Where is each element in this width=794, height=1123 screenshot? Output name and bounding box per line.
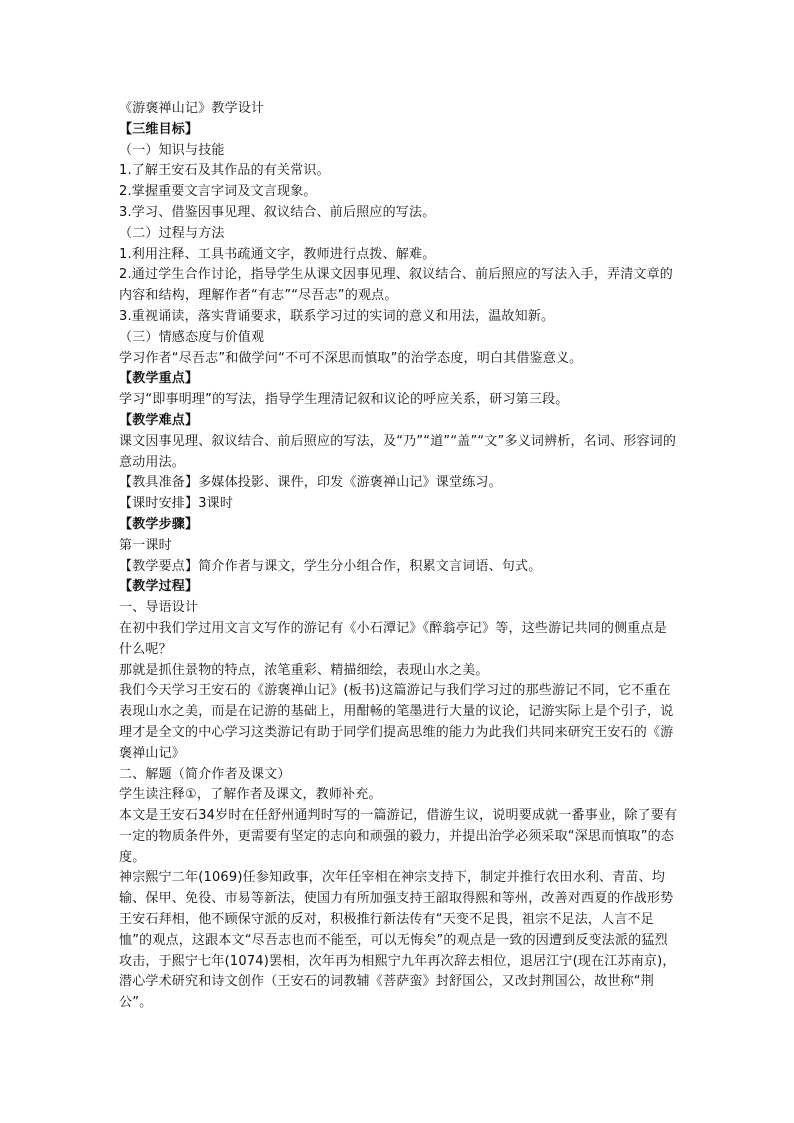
section-heading: 【三维目标】 [119, 121, 199, 137]
list-item: 2.掌握重要文言字词及文言现象。 [119, 184, 317, 200]
subsection-heading: （二）过程与方法 [119, 225, 225, 241]
paragraph: 神宗熙宁二年(1069)任参知政事，次年任宰相在神宗支持下，制定并推行农田水利、青苗、均输、保甲、免役、市易等新法，使国力有所加强支持王韶取得熙和等州，改善对西夏的作战形势王安石拜相，他不顾保守派的反对，积极推行新法传有“天变不足畏，祖宗不足法，人言不足恤”的观点，这跟本文“尽吾志也而不能至，可以无悔矣”的观点是一致的因遭到反变法派的猛烈攻击，于熙宁七年(1074)罢相，次年再为相熙宁九年再次辞去相位，退居江宁(现在江苏南京)，潜心学术研究和诗文创作（王安石的词教辅《菩萨蛮》封舒国公，又改封荆国公，故世称“荆公”。 [119, 870, 676, 1011]
section-heading: 【教学过程】 [119, 579, 199, 595]
section-heading: 【教学重点】 [119, 371, 199, 387]
subsection-heading: （一）知识与技能 [119, 142, 225, 158]
paragraph: 课文因事见理、叙议结合、前后照应的写法，及“乃”“道”“盖”“文”多义词辨析，名词、形容词的意动用法。 [119, 433, 677, 470]
paragraph: 【教学要点】简介作者与课文，学生分小组合作，积累文言词语、句式。 [119, 558, 542, 574]
paragraph: 在初中我们学过用文言文写作的游记有《小石潭记》《醉翁亭记》等，这些游记共同的侧重点是什么呢？ [119, 620, 667, 657]
paragraph: 学习作者“尽吾志”和做学问“不可不深思而慎取”的治学态度，明白其借鉴意义。 [119, 350, 583, 366]
paragraph: 学习“即事明理”的写法，指导学生理清记叙和议论的呼应关系，研习第三段。 [119, 392, 569, 408]
subsection-heading: 二、解题（简介作者及课文） [119, 766, 291, 782]
doc-title: 《游褒禅山记》教学设计 [119, 101, 265, 116]
list-item: 1.了解王安石及其作品的有关常识。 [119, 163, 330, 179]
paragraph: 那就是抓住景物的特点，浓笔重彩、精描细绘，表现山水之美。 [119, 662, 489, 678]
subsection-heading: 一、导语设计 [119, 600, 199, 616]
section-heading: 【教学步骤】 [119, 516, 199, 532]
list-item: 2.通过学生合作讨论，指导学生从课文因事见理、叙议结合、前后照应的写法入手，弄清文章的内容和结构，理解作者“有志”“尽吾志”的观点。 [119, 267, 674, 304]
section-heading: 【教学难点】 [119, 412, 199, 428]
list-item: 1.利用注释、工具书疏通文字，教师进行点拨、解难。 [119, 246, 436, 262]
list-item: 3.学习、借鉴因事见理、叙议结合、前后照应的写法。 [119, 204, 436, 220]
lesson-heading: 第一课时 [119, 537, 172, 553]
paragraph: 【教具准备】多媒体投影、课件，印发《游褒禅山记》课堂练习。 [119, 475, 502, 491]
paragraph: 学生读注释①，了解作者及课文，教师补充。 [119, 787, 382, 803]
list-item: 3.重视诵读，落实背诵要求，联系学习过的实词的意义和用法，温故知新。 [119, 308, 555, 324]
subsection-heading: （三）情感态度与价值观 [119, 329, 265, 345]
paragraph: 我们今天学习王安石的《游褒禅山记》(板书)这篇游记与我们学习过的那些游记不同，它不重在表现山水之美，而是在记游的基础上，用酣畅的笔墨进行大量的议论，记游实际上是个引子，说理才是全文的中心学习这类游记有助于同学们提高思维的能力为此我们共同来研究王安石的《游褒禅山记》 [119, 683, 674, 761]
paragraph: 本文是王安石34岁时在任舒州通判时写的一篇游记，借游生议，说明要成就一番事业，除了要有一定的物质条件外，更需要有坚定的志向和顽强的毅力，并提出治学必须采取“深思而慎取”的态度。 [119, 808, 678, 865]
paragraph: 【课时安排】3课时 [119, 496, 234, 512]
document-body [119, 99, 679, 1014]
